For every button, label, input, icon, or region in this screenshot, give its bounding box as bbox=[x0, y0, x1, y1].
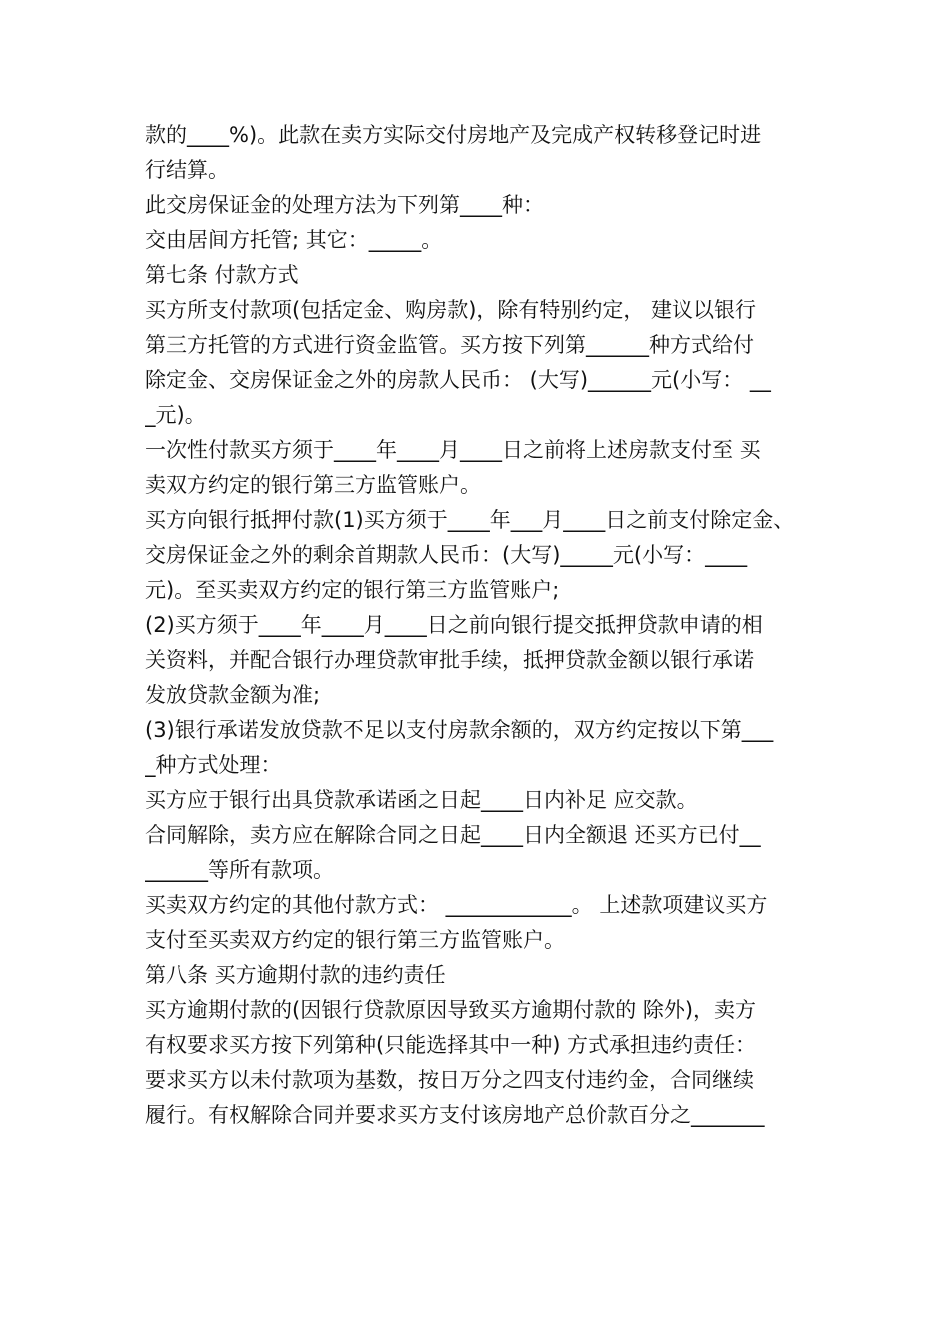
text-line: 支付至买卖双方约定的银行第三方监管账户。 bbox=[145, 928, 565, 952]
text-line: 买方应于银行出具贷款承诺函之日起____日内补足 应交款。 bbox=[145, 788, 698, 812]
text-line: 第三方托管的方式进行资金监管。买方按下列第______种方式给付 bbox=[145, 333, 754, 357]
document-body bbox=[145, 118, 815, 1133]
section-heading-article-7: 第七条 付款方式 bbox=[145, 263, 299, 287]
text-line: 此交房保证金的处理方法为下列第____种： bbox=[145, 193, 544, 217]
text-line: ______等所有款项。 bbox=[145, 858, 334, 882]
text-line: 一次性付款买方须于____年____月____日之前将上述房款支付至 买 bbox=[145, 438, 761, 462]
text-line: (2)买方须于____年____月____日之前向银行提交抵押贷款申请的相 bbox=[145, 613, 763, 637]
text-line: (3)银行承诺发放贷款不足以支付房款余额的，双方约定按以下第___ bbox=[145, 718, 774, 742]
section-heading-article-8: 第八条 买方逾期付款的违约责任 bbox=[145, 963, 446, 987]
text-line: 除定金、交房保证金之外的房款人民币： (大写)______元(小写： __ bbox=[145, 368, 771, 392]
text-line: 要求买方以未付款项为基数，按日万分之四支付违约金，合同继续 bbox=[145, 1068, 754, 1092]
text-line: 交房保证金之外的剩余首期款人民币：(大写)_____元(小写：____ bbox=[145, 543, 748, 567]
text-line: 元)。至买卖双方约定的银行第三方监管账户; bbox=[145, 578, 560, 602]
text-line: 买方逾期付款的(因银行贷款原因导致买方逾期付款的 除外)，卖方 bbox=[145, 998, 757, 1022]
text-line: 合同解除，卖方应在解除合同之日起____日内全额退 还买方已付__ bbox=[145, 823, 761, 847]
text-line: 交由居间方托管; 其它：_____。 bbox=[145, 228, 443, 252]
text-line: 行结算。 bbox=[145, 158, 229, 182]
text-line: 关资料，并配合银行办理贷款审批手续，抵押贷款金额以银行承诺 bbox=[145, 648, 754, 672]
text-line: 款的____%)。此款在卖方实际交付房地产及完成产权转移登记时进 bbox=[145, 123, 762, 147]
text-line: 买方所支付款项(包括定金、购房款)，除有特别约定， 建议以银行 bbox=[145, 298, 757, 322]
text-line: 卖双方约定的银行第三方监管账户。 bbox=[145, 473, 481, 497]
text-line: 发放贷款金额为准; bbox=[145, 683, 321, 707]
text-line: _元)。 bbox=[145, 403, 206, 427]
text-line: 买卖双方约定的其他付款方式： ____________。 上述款项建议买方 bbox=[145, 893, 768, 917]
text-line: 买方向银行抵押付款(1)买方须于____年___月____日之前支付除定金、 bbox=[145, 508, 795, 532]
text-line: _种方式处理： bbox=[145, 753, 282, 777]
text-line: 履行。有权解除合同并要求买方支付该房地产总价款百分之_______ bbox=[145, 1103, 765, 1127]
text-line: 有权要求买方按下列第种(只能选择其中一种) 方式承担违约责任： bbox=[145, 1033, 757, 1057]
